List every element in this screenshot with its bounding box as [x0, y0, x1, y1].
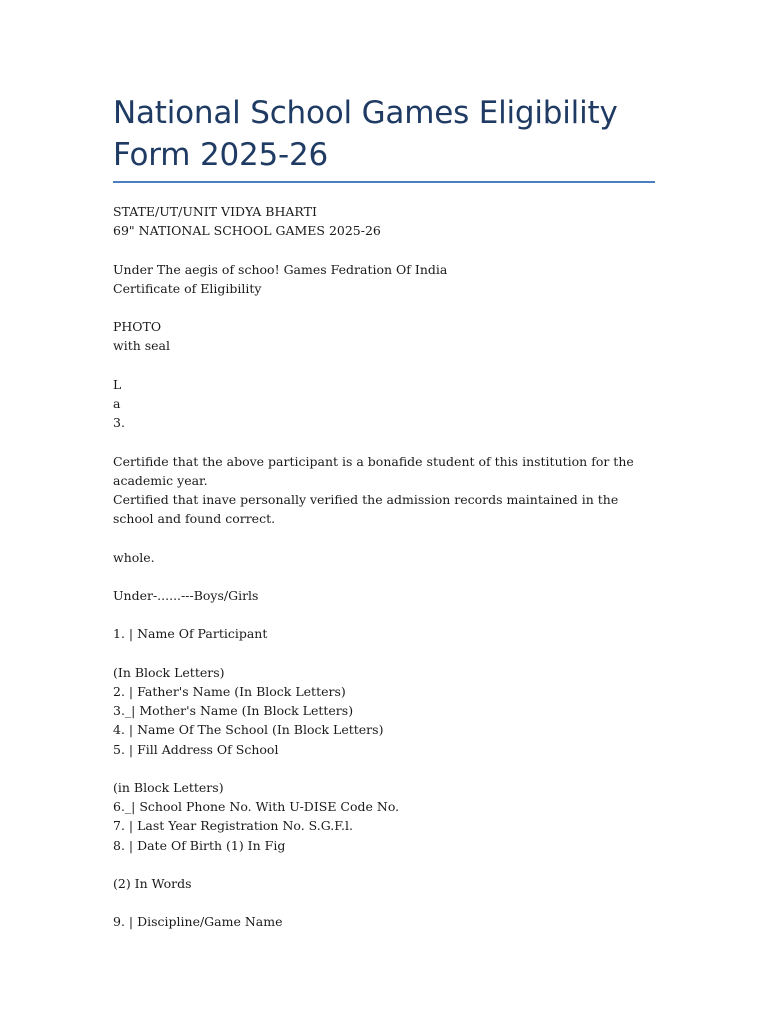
paragraph-gap: [113, 855, 655, 874]
paragraph: [113, 260, 655, 298]
paragraph-gap: [113, 432, 655, 451]
text-line: 2. | Father's Name (In Block Letters): [113, 683, 346, 699]
paragraph: [113, 202, 655, 240]
paragraph: [113, 452, 655, 529]
document-title: National School Games Eligibility Form 2025-26: [113, 95, 618, 173]
paragraph: [113, 586, 655, 605]
text-line: Certificate of Eligibility: [113, 280, 262, 296]
document-page: [113, 92, 655, 932]
paragraph: [113, 548, 655, 567]
paragraph: [113, 317, 655, 355]
paragraph-gap: [113, 605, 655, 624]
text-line: (2) In Words: [113, 875, 192, 891]
text-line: 8. | Date Of Birth (1) In Fig: [113, 837, 286, 853]
paragraph-gap: [113, 644, 655, 663]
paragraph-gap: [113, 759, 655, 778]
text-line: Certified that inave personally verified the admission records maintained in the school and found correct.: [113, 491, 623, 527]
text-line: Under The aegis of schoo! Games Fedration Of India: [113, 261, 448, 277]
text-line: STATE/UT/UNIT VIDYA BHARTI: [113, 204, 317, 219]
document-body: [113, 202, 655, 932]
paragraph-gap: [113, 298, 655, 317]
paragraph: [113, 663, 655, 759]
text-line: 1. | Name Of Participant: [113, 626, 268, 642]
text-line: with seal: [113, 338, 171, 354]
text-line: PHOTO: [113, 319, 162, 335]
text-line: 9. | Discipline/Game Name: [113, 914, 283, 930]
paragraph-gap: [113, 240, 655, 259]
text-line: 69" NATIONAL SCHOOL GAMES 2025-26: [113, 223, 381, 239]
text-line: 5. | Fill Address Of School: [113, 741, 279, 757]
text-line: L: [113, 376, 122, 392]
text-line: a: [113, 395, 121, 411]
paragraph: [113, 874, 655, 893]
paragraph-gap: [113, 567, 655, 586]
text-line: 4. | Name Of The School (In Block Letters): [113, 722, 384, 738]
text-line: whole.: [113, 549, 155, 565]
text-line: 3.: [113, 415, 125, 431]
text-line: (In Block Letters): [113, 664, 225, 680]
text-line: Certifide that the above participant is a bonafide student of this institution for the academic year.: [113, 453, 638, 488]
title-divider: [113, 181, 655, 183]
paragraph-gap: [113, 893, 655, 912]
paragraph: [113, 778, 655, 855]
paragraph: [113, 912, 655, 931]
paragraph: [113, 624, 655, 643]
paragraph: [113, 375, 655, 433]
paragraph-gap: [113, 528, 655, 547]
paragraph-gap: [113, 356, 655, 375]
text-line: 6._| School Phone No. With U-DISE Code No.: [113, 799, 400, 815]
text-line: 7. | Last Year Registration No. S.G.F.l.: [113, 818, 353, 834]
text-line: (in Block Letters): [113, 779, 224, 795]
text-line: Under-......---Boys/Girls: [113, 587, 259, 603]
text-line: 3._| Mother's Name (In Block Letters): [113, 703, 354, 719]
